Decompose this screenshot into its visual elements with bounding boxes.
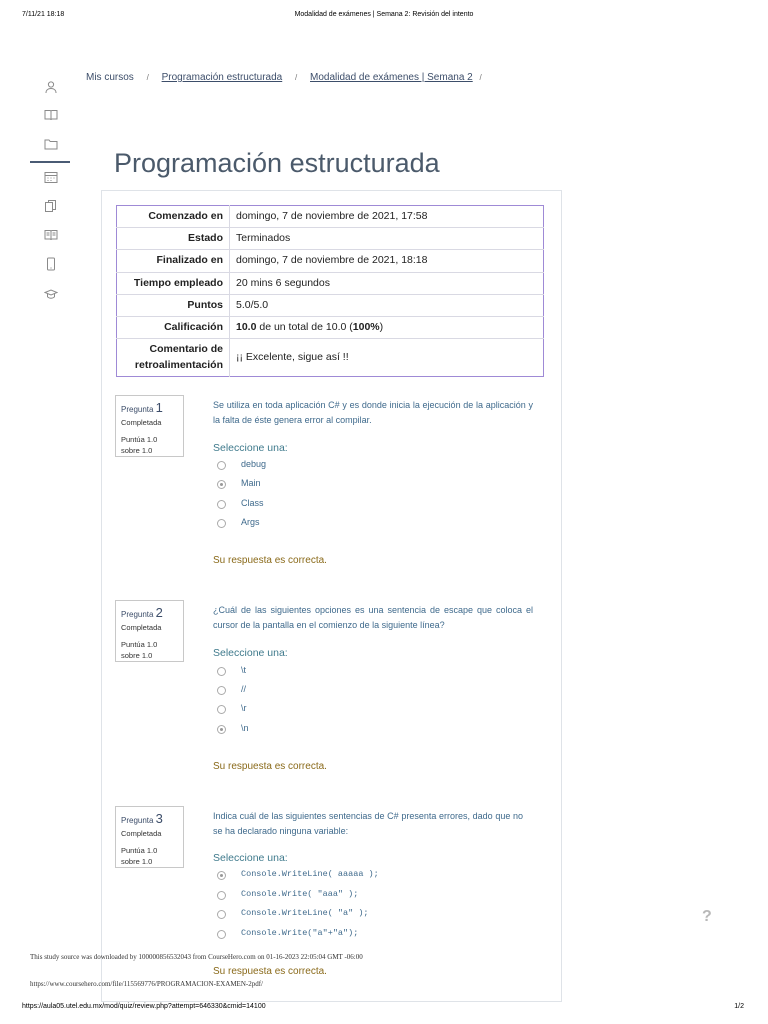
summary-value: 5.0/5.0: [236, 298, 269, 311]
breadcrumb-separator: /: [295, 73, 298, 82]
question-score-max: sobre 1.0: [121, 445, 153, 455]
summary-row-points: [117, 294, 544, 316]
radio-button[interactable]: [217, 705, 226, 714]
radio-button[interactable]: [217, 891, 226, 900]
summary-label: Comentario de retroalimentación: [117, 339, 230, 376]
option-label: Console.WriteLine( "a" );: [241, 908, 369, 918]
summary-value: domingo, 7 de noviembre de 2021, 17:58: [236, 210, 428, 222]
summary-label: Puntos: [117, 294, 230, 316]
radio-button[interactable]: [217, 519, 226, 528]
question-score-max: sobre 1.0: [121, 856, 153, 866]
question-info-2: [115, 600, 184, 662]
question-score: Puntúa 1.0: [121, 846, 158, 855]
summary-row-state: [117, 228, 544, 250]
question-state: Completada: [121, 623, 162, 632]
question-state: Completada: [121, 418, 162, 427]
page-title: Programación estructurada: [114, 148, 440, 179]
option-label: \n: [241, 723, 249, 733]
summary-row-finished: [117, 250, 544, 272]
select-label: Seleccione una:: [213, 852, 288, 864]
radio-button[interactable]: [217, 500, 226, 509]
user-icon[interactable]: [44, 80, 58, 94]
summary-row-feedback: [117, 339, 544, 376]
help-icon[interactable]: ?: [702, 908, 712, 925]
summary-label: Calificación: [117, 317, 230, 339]
option-label: \r: [241, 703, 247, 713]
grade-percent: 100%: [352, 321, 380, 334]
question-label: Pregunta: [121, 405, 154, 414]
print-footer-url: https://aula05.utel.edu.mx/mod/quiz/review.php?attempt=646330&cmid=14100: [22, 1003, 266, 1010]
question-number: 2: [155, 605, 163, 620]
breadcrumb-mis-cursos[interactable]: Mis cursos: [86, 72, 134, 83]
radio-button-selected[interactable]: [217, 480, 226, 489]
radio-button[interactable]: [217, 686, 226, 695]
option-label: //: [241, 684, 247, 694]
question-score: Puntúa 1.0: [121, 640, 158, 649]
summary-value: 20 mins 6 segundos: [236, 276, 330, 289]
select-label: Seleccione una:: [213, 442, 288, 454]
question-text-2: ¿Cuál de las siguientes opciones es una sentencia de escape que coloca el cursor de la pantalla en el comienzo de la siguiente línea?: [213, 605, 533, 630]
question-text-1: Se utiliza en toda aplicación C# y es donde inicia la ejecución de la aplicación y la falta de éste genera error al compilar.: [213, 400, 533, 425]
option-label: debug: [241, 459, 267, 469]
summary-label: Comenzado en: [117, 206, 230, 228]
book-open-icon[interactable]: [44, 228, 58, 242]
print-date: 7/11/21 18:18: [22, 11, 65, 18]
summary-value: Terminados: [236, 232, 291, 245]
print-header: [0, 8, 768, 22]
radio-button[interactable]: [217, 910, 226, 919]
radio-button[interactable]: [217, 667, 226, 676]
question-number: 3: [155, 811, 163, 826]
copy-icon[interactable]: [44, 199, 58, 213]
summary-row-grade: [117, 317, 544, 339]
breadcrumb-separator: /: [479, 73, 482, 82]
summary-value: domingo, 7 de noviembre de 2021, 18:18: [236, 254, 428, 267]
summary-row-started: [117, 206, 544, 228]
summary-value: [230, 317, 544, 339]
question-text-3: Indica cuál de las siguientes sentencias de C# presenta errores, dado que no se ha declarado ninguna variable:: [213, 811, 523, 836]
breadcrumb-exam[interactable]: Modalidad de exámenes | Semana 2: [310, 72, 473, 83]
grade-rest: de un total de 10.0 (: [256, 321, 353, 334]
breadcrumb: [86, 72, 492, 83]
question-label: Pregunta: [121, 610, 154, 619]
question-info-1: [115, 395, 184, 457]
print-title: Modalidad de exámenes | Semana 2: Revisión del intento: [294, 11, 474, 18]
question-feedback: Su respuesta es correcta.: [213, 966, 327, 977]
summary-row-time: [117, 272, 544, 294]
graduation-cap-icon[interactable]: [44, 287, 58, 301]
summary-value: ¡¡ Excelente, sigue así !!: [236, 350, 349, 363]
option-label: \t: [241, 665, 247, 675]
mobile-icon[interactable]: [44, 257, 58, 271]
question-score-max: sobre 1.0: [121, 650, 153, 660]
nav-active-indicator: [30, 161, 70, 163]
print-page-number: 1/2: [734, 1003, 744, 1010]
option-label: Console.WriteLine( aaaaa );: [241, 869, 379, 879]
question-state: Completada: [121, 829, 162, 838]
summary-label: Estado: [117, 228, 230, 250]
breadcrumb-course[interactable]: Programación estructurada: [161, 72, 283, 83]
question-feedback: Su respuesta es correcta.: [213, 555, 327, 566]
option-label: Args: [241, 517, 260, 527]
question-feedback: Su respuesta es correcta.: [213, 761, 327, 772]
question-score: Puntúa 1.0: [121, 435, 158, 444]
option-label: Console.Write( "aaa" );: [241, 889, 359, 899]
calendar-icon[interactable]: [44, 170, 58, 184]
radio-button[interactable]: [217, 930, 226, 939]
radio-button-selected[interactable]: [217, 871, 226, 880]
summary-label: Finalizado en: [117, 250, 230, 272]
option-label: Console.Write("a"+"a");: [241, 928, 359, 938]
question-info-3: [115, 806, 184, 868]
question-number: 1: [155, 400, 163, 415]
radio-button[interactable]: [217, 461, 226, 470]
option-label: Main: [241, 478, 261, 488]
folder-icon[interactable]: [44, 137, 58, 151]
download-watermark: This study source was downloaded by 100000856532043 from CourseHero.com on 01-16-2023 22:05:04 GMT -06:00: [30, 953, 363, 961]
attempt-summary-table: [116, 205, 544, 377]
select-label: Seleccione una:: [213, 647, 288, 659]
source-url-watermark: https://www.coursehero.com/file/115569776/PROGRAMACION-EXAMEN-2pdf/: [30, 980, 263, 988]
option-label: Class: [241, 498, 264, 508]
radio-button-selected[interactable]: [217, 725, 226, 734]
book-icon[interactable]: [44, 108, 58, 122]
summary-label: Tiempo empleado: [117, 272, 230, 294]
grade-value: 10.0: [236, 321, 257, 334]
breadcrumb-separator: /: [146, 73, 149, 82]
question-label: Pregunta: [121, 816, 154, 825]
grade-end: ): [379, 321, 384, 334]
